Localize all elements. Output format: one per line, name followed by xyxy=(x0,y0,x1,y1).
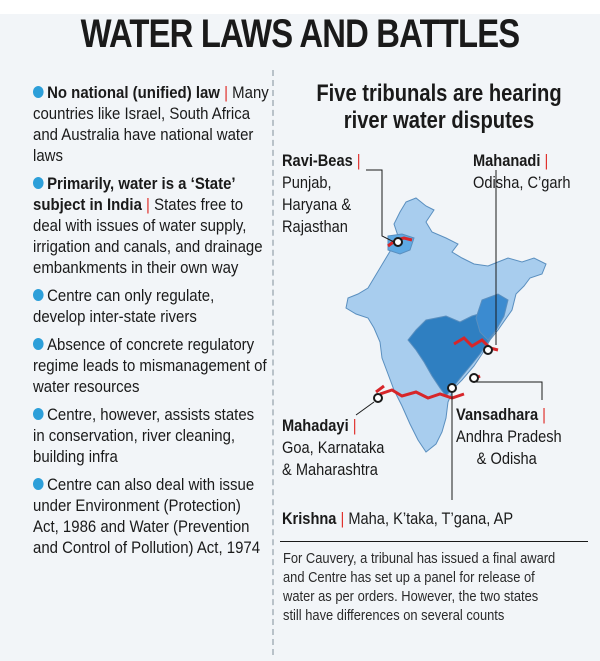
point-bold: No national (unified) law xyxy=(47,83,220,102)
point-4 xyxy=(33,334,269,397)
separator: | xyxy=(540,151,549,170)
bullet-icon xyxy=(33,478,44,490)
leader-ravi-beas xyxy=(366,170,394,242)
vansadhara-line-1: Andhra Pradesh xyxy=(456,427,562,446)
separator: | xyxy=(219,83,233,102)
page-title: WATER LAWS AND BATTLES xyxy=(80,12,520,56)
right-title-line-1: Five tribunals are hearing xyxy=(316,80,562,107)
point-5 xyxy=(33,404,269,467)
label-ravi-beas xyxy=(282,150,361,238)
column-divider xyxy=(272,70,274,655)
mahanadi-line-1: Odisha, C’garh xyxy=(473,173,571,192)
marker-mahanadi xyxy=(484,346,492,354)
separator: | xyxy=(538,405,546,424)
point-text: Absence of concrete regulatory regime leads to mismanagement of water resources xyxy=(33,335,267,396)
bullet-icon xyxy=(33,86,44,98)
separator: | xyxy=(336,509,349,528)
point-2 xyxy=(33,173,269,278)
mahadayi-line-2: & Maharashtra xyxy=(282,460,378,479)
leader-vansadhara xyxy=(476,382,542,400)
name-mahadayi: Mahadayi xyxy=(282,416,349,435)
bullet-icon xyxy=(33,177,44,189)
bullet-icon xyxy=(33,338,44,350)
ravi-beas-line-1: Punjab, xyxy=(282,173,332,192)
point-6 xyxy=(33,474,269,558)
point-text: Centre can only regulate, develop inter-state rivers xyxy=(33,286,215,326)
point-text: States free to deal with issues of water supply, irrigation and canals, and drainage embankments in their own way xyxy=(33,195,263,277)
point-3 xyxy=(33,285,269,327)
separator: | xyxy=(348,416,357,435)
marker-mahadayi xyxy=(374,394,382,402)
ravi-beas-line-3: Rajasthan xyxy=(282,217,348,236)
name-mahanadi: Mahanadi xyxy=(473,151,541,170)
label-mahadayi xyxy=(282,415,384,481)
right-title-line-2: river water disputes xyxy=(343,107,535,134)
point-text: Centre can also deal with issue under Environment (Protection) Act, 1986 and Water (Prevention and Control of Pollution) Act, 1974 xyxy=(33,475,261,557)
krishna-line-1: Maha, K’taka, T’gana, AP xyxy=(348,509,514,528)
label-mahanadi xyxy=(473,150,571,194)
bullet-icon xyxy=(33,289,44,301)
point-1 xyxy=(33,82,269,166)
separator: | xyxy=(141,195,155,214)
mahadayi-line-1: Goa, Karnataka xyxy=(282,438,385,457)
river-mahadayi xyxy=(376,386,384,392)
label-krishna xyxy=(282,508,513,530)
point-text: Many countries like Israel, South Africa and Australia have national water laws xyxy=(33,83,269,165)
separator: | xyxy=(352,151,361,170)
marker-vansadhara xyxy=(470,374,478,382)
point-bold: Primarily, water is a ‘State’ subject in India xyxy=(33,174,235,214)
note-rule xyxy=(280,541,588,542)
point-text: Centre, however, assists states in conservation, river cleaning, building infra xyxy=(33,405,255,466)
label-vansadhara xyxy=(456,404,562,470)
cauvery-note: For Cauvery, a tribunal has issued a final award and Centre has set up a panel for release of water as per orders. However, the two states still have differences on several counts xyxy=(283,550,556,624)
vansadhara-line-2: & Odisha xyxy=(476,449,537,468)
ravi-beas-line-2: Haryana & xyxy=(282,195,352,214)
name-krishna: Krishna xyxy=(282,509,337,528)
name-ravi-beas: Ravi-Beas xyxy=(282,151,353,170)
bullet-icon xyxy=(33,408,44,420)
marker-ravi-beas xyxy=(394,238,402,246)
left-column xyxy=(33,82,269,565)
name-vansadhara: Vansadhara xyxy=(456,405,539,424)
marker-krishna xyxy=(448,384,456,392)
leader-mahadayi xyxy=(356,402,374,415)
right-title xyxy=(311,80,566,134)
